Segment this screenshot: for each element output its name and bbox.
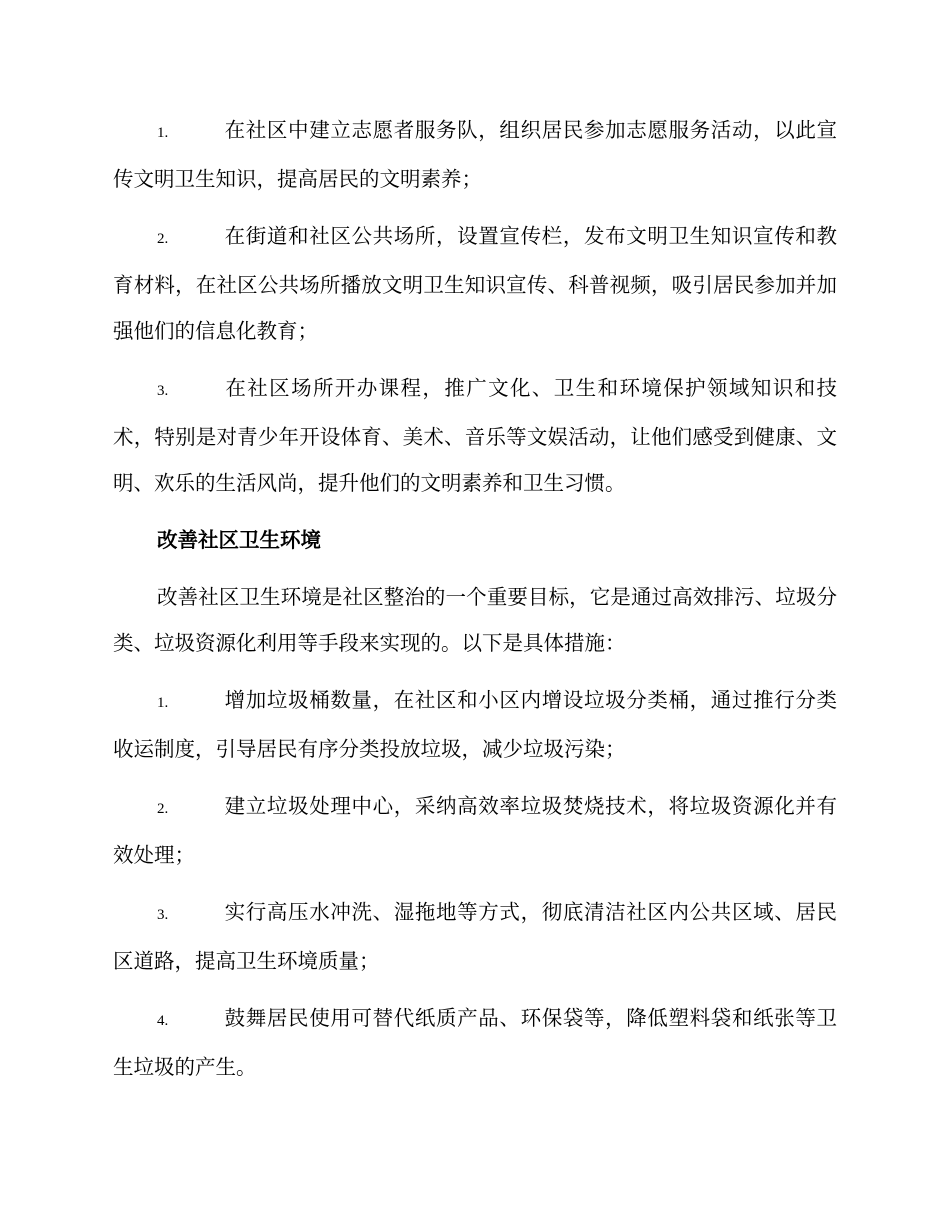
- list-number: 4.: [157, 1013, 169, 1029]
- list-item: [113, 677, 837, 772]
- list-item-text: 在社区场所开办课程，推广文化、卫生和环境保护领域知识和技术，特别是对青少年开设体育、美术、音乐等文娱活动，让他们感受到健康、文明、欢乐的生活风尚，提升他们的文明素养和卫生习惯。: [113, 376, 837, 495]
- list-number: 2.: [157, 801, 169, 817]
- section-heading: 改善社区卫生环境: [157, 528, 321, 552]
- list-item: [113, 213, 837, 354]
- list-item-text: 在街道和社区公共场所，设置宣传栏，发布文明卫生知识宣传和教育材料，在社区公共场所播放文明卫生知识宣传、科普视频，吸引居民参加并加强他们的信息化教育；: [113, 224, 837, 343]
- list-item-text: 鼓舞居民使用可替代纸质产品、环保袋等，降低塑料袋和纸张等卫生垃圾的产生。: [113, 1006, 837, 1079]
- list-number: 2.: [157, 231, 169, 247]
- list-item-text: 实行高压水冲洗、湿拖地等方式，彻底清洁社区内公共区域、居民区道路，提高卫生环境质量；: [113, 900, 837, 973]
- list-number: 3.: [157, 907, 169, 923]
- list-number: 1.: [157, 125, 169, 141]
- list-item-text: 在社区中建立志愿者服务队，组织居民参加志愿服务活动，以此宣传文明卫生知识，提高居民的文明素养；: [113, 118, 837, 191]
- list-item: [113, 365, 837, 506]
- list-item-text: 增加垃圾桶数量，在社区和小区内增设垃圾分类桶，通过推行分类收运制度，引导居民有序分类投放垃圾，减少垃圾污染；: [113, 688, 837, 761]
- list-number: 3.: [157, 383, 169, 399]
- intro-paragraph: 改善社区卫生环境是社区整治的一个重要目标，它是通过高效排污、垃圾分类、垃圾资源化利用等手段来实现的。以下是具体措施：: [113, 585, 837, 655]
- list-item: [113, 783, 837, 878]
- list-item-text: 建立垃圾处理中心，采纳高效率垃圾焚烧技术，将垃圾资源化并有效处理；: [113, 794, 837, 867]
- list-item: [113, 995, 837, 1090]
- document-page: [113, 107, 837, 1101]
- list-item: [113, 107, 837, 202]
- list-item: [113, 889, 837, 984]
- list-number: 1.: [157, 695, 169, 711]
